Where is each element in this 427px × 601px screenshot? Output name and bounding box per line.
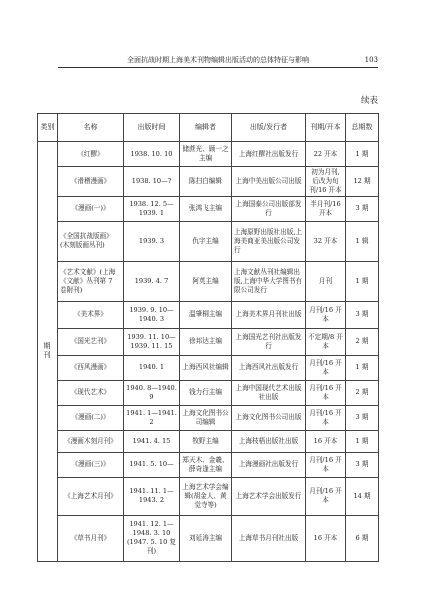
cell-date: 1938. 12. 5—1939. 1: [124, 196, 180, 221]
cell-name: 《国光艺刊》: [58, 328, 124, 355]
cell-name: 《上海艺术月刊》: [58, 477, 124, 515]
cell-editor: 上海艺术学会编辑(胡金人、黄觉寺等): [180, 477, 232, 515]
category-cell: 期刊: [38, 142, 58, 562]
header-rule: [58, 67, 378, 68]
cell-period: 月刊/16 开本: [306, 477, 346, 515]
cell-issues: 2 期: [346, 328, 379, 355]
cell-date: 1941. 1—1941. 2: [124, 405, 180, 430]
cell-issues: 3 期: [346, 405, 379, 430]
cell-name: 《美术界》: [58, 301, 124, 328]
cell-issues: 1 期: [346, 430, 379, 452]
table-row: [38, 477, 379, 515]
cell-name: 《滑稽漫画》: [58, 167, 124, 197]
cell-publisher: 上海漫画社出版发行: [232, 452, 306, 477]
cell-date: 1939. 4. 7: [124, 261, 180, 301]
cell-name: 《现代艺术》: [58, 380, 124, 405]
table-row: [38, 167, 379, 197]
table-header-row: [38, 114, 379, 142]
cell-issues: 2 期: [346, 380, 379, 405]
cell-name: 《西风漫画》: [58, 355, 124, 380]
table-row: [38, 142, 379, 167]
cell-date: 1939. 11. 10—1939. 11. 15: [124, 328, 180, 355]
continued-label: 续表: [360, 96, 378, 106]
cell-issues: 3 期: [346, 301, 379, 328]
cell-editor: 上海西风社编辑: [180, 355, 232, 380]
cell-period: 初为月刊,后改为旬刊/16 开本: [306, 167, 346, 197]
cell-period: 32 开本: [306, 221, 346, 261]
cell-date: 1941. 4. 15: [124, 430, 180, 452]
cell-period: 不定期/8 开本: [306, 328, 346, 355]
cell-name: 《红醪》: [58, 142, 124, 167]
periodicals-table: [37, 113, 379, 562]
cell-period: 月刊/16 开本: [306, 405, 346, 430]
cell-period: 月刊/16 开本: [306, 301, 346, 328]
table-row: [38, 405, 379, 430]
table-row: [38, 430, 379, 452]
table-row: [38, 261, 379, 301]
table-row: [38, 221, 379, 261]
cell-publisher: 上海国泰公司出版部发行: [232, 196, 306, 221]
cell-date: 1941. 11. 1—1943. 2: [124, 477, 180, 515]
cell-publisher: 上海红醪社出版发行: [232, 142, 306, 167]
cell-editor: 刘延涛主编: [180, 515, 232, 561]
header-publisher: 出版/发行者: [232, 114, 306, 142]
cell-issues: 1 期: [346, 261, 379, 301]
page-number: 103: [364, 56, 378, 64]
cell-editor: 温肇桐主编: [180, 301, 232, 328]
cell-period: 月刊/16 开本: [306, 380, 346, 405]
table-row: [38, 355, 379, 380]
cell-publisher: 上海西风社出版发行: [232, 355, 306, 380]
cell-publisher: 上海中国现代艺术出版社出版: [232, 380, 306, 405]
cell-date: 1938. 10. 10: [124, 142, 180, 167]
cell-name: 《艺术文献》(上海《文献》丛刊第 7 卷附刊): [58, 261, 124, 301]
cell-period: 半月刊/16 开本: [306, 196, 346, 221]
header-category: 类别: [38, 114, 58, 142]
cell-date: 1941. 5. 10—: [124, 452, 180, 477]
cell-period: 16 开本: [306, 430, 346, 452]
cell-name: 《漫画(二)》: [58, 405, 124, 430]
cell-name: 《漫画木刻月刊》: [58, 430, 124, 452]
table-row: [38, 380, 379, 405]
cell-publisher: 上海艺术学会出版发行: [232, 477, 306, 515]
header-name: 名称: [58, 114, 124, 142]
cell-editor: 张鸿飞主编: [180, 196, 232, 221]
cell-period: 22 开本: [306, 142, 346, 167]
cell-issues: 14 期: [346, 477, 379, 515]
header-editor: 编辑者: [180, 114, 232, 142]
cell-period: 月刊: [306, 261, 346, 301]
cell-date: 1939. 3: [124, 221, 180, 261]
table-row: [38, 301, 379, 328]
cell-publisher: 上海枝梧出版社出版: [232, 430, 306, 452]
table-row: [38, 328, 379, 355]
cell-publisher: 上海文献丛刊社编辑出版,上海中华大学图书有限公司发行: [232, 261, 306, 301]
cell-name: 《漫画(一)》: [58, 196, 124, 221]
cell-period: 月刊/16 开本: [306, 355, 346, 380]
cell-publisher: 上海原野出版社出版,上海美商亚美出版公司发行: [232, 221, 306, 261]
cell-issues: 1 期: [346, 142, 379, 167]
cell-editor: 阿英主编: [180, 261, 232, 301]
cell-editor: 仇宇主编: [180, 221, 232, 261]
table-row: [38, 452, 379, 477]
cell-publisher: 上海国光艺刊社出版发行: [232, 328, 306, 355]
running-header: 全面抗战时期上海美术刊物编辑出版活动的总体特征与影响: [127, 56, 309, 64]
cell-editor: 陈扫白编辑: [180, 167, 232, 197]
cell-date: 1938. 10—?: [124, 167, 180, 197]
cell-name: 《全国抗战版画》(木刻版画丛刊): [58, 221, 124, 261]
cell-editor: 上海文化图书公司编辑: [180, 405, 232, 430]
cell-editor: 钱力行主编: [180, 380, 232, 405]
cell-editor: 储蔗光、顾一之主编: [180, 142, 232, 167]
cell-publisher: 上海草书月刊社出版: [232, 515, 306, 561]
cell-name: 《漫画(三)》: [58, 452, 124, 477]
cell-publisher: 上海中美出版公司出版: [232, 167, 306, 197]
cell-date: 1941. 12. 1—1948. 3. 10 (1947. 5. 10 复刊): [124, 515, 180, 561]
cell-publisher: 上海文化图书公司出版: [232, 405, 306, 430]
table-row: [38, 196, 379, 221]
cell-issues: 3 期: [346, 196, 379, 221]
cell-name: 《草书月刊》: [58, 515, 124, 561]
cell-period: 16 开本: [306, 515, 346, 561]
cell-issues: 3 期: [346, 452, 379, 477]
cell-editor: 郑天木、金羲、薛奇逢主编: [180, 452, 232, 477]
header-period: 刊期/开本: [306, 114, 346, 142]
cell-issues: 6 期: [346, 515, 379, 561]
cell-date: 1940. 1: [124, 355, 180, 380]
cell-issues: 1 期: [346, 355, 379, 380]
cell-editor: 牧野主编: [180, 430, 232, 452]
cell-date: 1939. 9. 10—1940. 3: [124, 301, 180, 328]
header-issues: 总期数: [346, 114, 379, 142]
header-date: 出版时间: [124, 114, 180, 142]
table-row: [38, 515, 379, 561]
cell-issues: 1 辑: [346, 221, 379, 261]
cell-date: 1940. 8—1940. 9: [124, 380, 180, 405]
cell-issues: 12 期: [346, 167, 379, 197]
cell-period: 月刊/16 开本: [306, 452, 346, 477]
cell-editor: 徐邦达主编: [180, 328, 232, 355]
cell-publisher: 上海美术界月刊社出版: [232, 301, 306, 328]
